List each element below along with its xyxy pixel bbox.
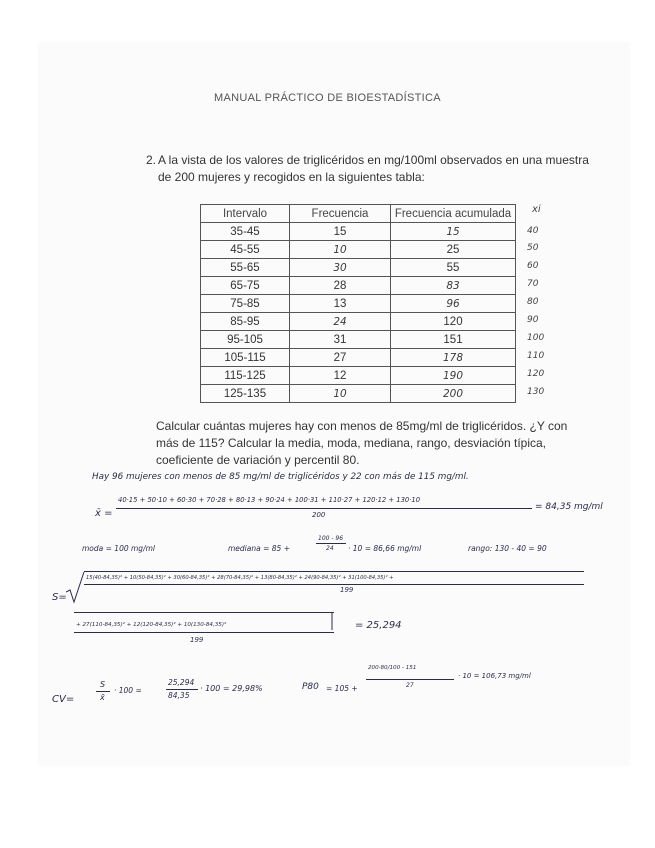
mean-label: x̄ = (95, 508, 113, 519)
mediana-numerator: 100 - 96 (318, 535, 344, 542)
cell-acumulada: 190 (391, 367, 516, 385)
cell-frecuencia: 10 (290, 241, 391, 259)
cv-s: S (100, 680, 106, 689)
cv-fraction-line (96, 691, 110, 692)
mean-numerator: 40·15 + 50·10 + 60·30 + 70·28 + 80·13 + 90·24 + 100·31 + 110·27 + 120·12 + 130·10 (118, 496, 421, 504)
header-frecuencia-acumulada: Frecuencia acumulada (391, 205, 516, 223)
cv-denominator: 84,35 (168, 691, 190, 700)
cv-mid: · 100 = (114, 686, 142, 695)
cell-frecuencia: 31 (290, 331, 391, 349)
cell-intervalo: 35-45 (201, 223, 290, 241)
cell-acumulada: 15 (391, 223, 516, 241)
table-row (201, 241, 516, 259)
sqrt-bar-1 (84, 571, 584, 572)
cell-intervalo: 105-115 (201, 349, 290, 367)
problem-statement (146, 152, 596, 186)
xi-value: 40 (527, 226, 539, 236)
cv-xbar: x̄ (100, 693, 105, 702)
sqrt-close-2 (330, 612, 340, 632)
cell-intervalo: 115-125 (201, 367, 290, 385)
mean-result: = 84,35 mg/ml (535, 502, 603, 512)
s-label: S= (52, 592, 67, 603)
xi-value: 130 (527, 387, 545, 397)
moda-value: moda = 100 mg/ml (82, 544, 155, 553)
xi-value: 60 (527, 261, 539, 271)
mediana-fraction-line (316, 543, 346, 544)
cell-intervalo: 65-75 (201, 277, 290, 295)
problem-number: 2. (146, 153, 157, 167)
s-result: = 25,294 (355, 620, 402, 631)
xi-value: 100 (527, 333, 545, 343)
cell-frecuencia: 10 (290, 385, 391, 403)
sqrt-bar-2 (74, 612, 334, 613)
xi-value: 90 (527, 315, 539, 325)
table-row (201, 295, 516, 313)
mediana-suffix: · 10 = 86,66 mg/ml (348, 544, 422, 553)
page-header: MANUAL PRÁCTICO DE BIOESTADÍSTICA (214, 92, 441, 104)
table-row (201, 367, 516, 385)
table-row (201, 259, 516, 277)
header-frecuencia: Frecuencia (290, 205, 391, 223)
cell-frecuencia: 24 (290, 313, 391, 331)
paper-sheet (38, 42, 630, 766)
cell-frecuencia: 15 (290, 223, 391, 241)
cell-acumulada: 178 (391, 349, 516, 367)
cell-acumulada: 200 (391, 385, 516, 403)
question-text: Calcular cuántas mujeres hay con menos de 85mg/ml de triglicéridos. ¿Y con más de 115? Calcular la media, moda, mediana, rango, desviación típica, coeficiente de variación y percentil 80. (156, 419, 568, 467)
cv-label: CV= (52, 694, 75, 705)
problem-text: A la vista de los valores de triglicéridos en mg/100ml observados en una muestra de 200 mujeres y recogidos en la siguientes tabla: (158, 153, 589, 184)
table-row (201, 385, 516, 403)
cell-intervalo: 45-55 (201, 241, 290, 259)
table-header-row (201, 205, 516, 223)
header-intervalo: Intervalo (201, 205, 290, 223)
mediana-prefix: mediana = 85 + (228, 544, 290, 553)
mean-fraction-line (116, 508, 532, 509)
xi-value: 80 (527, 297, 539, 307)
cell-intervalo: 95-105 (201, 331, 290, 349)
table-row (201, 331, 516, 349)
cell-frecuencia: 30 (290, 259, 391, 277)
cv-numerator: 25,294 (168, 678, 195, 687)
cell-acumulada: 151 (391, 331, 516, 349)
s-numerator-1: 15(40-84,35)² + 10(50-84,35)² + 30(60-84,35)² + 28(70-84,35)² + 13(80-84,35)² + 24(90-84,35)² + 31(100-84,35)² + (86, 575, 394, 581)
xi-value: 120 (527, 369, 545, 379)
s-fraction-line-2 (74, 632, 334, 633)
cell-frecuencia: 28 (290, 277, 391, 295)
s-denominator-1: 199 (340, 586, 354, 594)
cell-intervalo: 125-135 (201, 385, 290, 403)
mean-denominator: 200 (312, 511, 326, 519)
p80-result: · 10 = 106,73 mg/ml (458, 672, 531, 680)
cell-frecuencia: 27 (290, 349, 391, 367)
xi-value: 70 (527, 279, 539, 289)
table-row (201, 223, 516, 241)
table-row (201, 349, 516, 367)
cell-acumulada: 25 (391, 241, 516, 259)
cell-intervalo: 85-95 (201, 313, 290, 331)
cv-result: · 100 = 29,98% (200, 684, 263, 693)
frequency-table (200, 204, 516, 403)
mediana-denominator: 24 (326, 545, 334, 552)
cell-frecuencia: 12 (290, 367, 391, 385)
cell-frecuencia: 13 (290, 295, 391, 313)
cell-acumulada: 120 (391, 313, 516, 331)
rango-value: rango: 130 - 40 = 90 (468, 544, 547, 553)
cell-intervalo: 75-85 (201, 295, 290, 313)
table-row (201, 277, 516, 295)
p80-denominator: 27 (406, 682, 414, 689)
table-row (201, 313, 516, 331)
xi-label: xi (532, 204, 541, 215)
s-denominator-2: 199 (190, 636, 204, 644)
cell-acumulada: 83 (391, 277, 516, 295)
s-fraction-line-1 (84, 584, 584, 585)
cell-acumulada: 55 (391, 259, 516, 277)
p80-prefix: = 105 + (326, 684, 358, 693)
xi-value: 50 (527, 243, 539, 253)
xi-value: 110 (527, 351, 545, 361)
s-numerator-2: + 27(110-84,35)² + 12(120-84,35)² + 10(130-84,35)² (76, 622, 227, 628)
cell-intervalo: 55-65 (201, 259, 290, 277)
sqrt-sign-1 (66, 570, 86, 604)
p80-fraction-line (366, 679, 454, 680)
cv-fraction-line-2 (166, 689, 198, 690)
p80-numerator: 200·80/100 - 151 (368, 665, 417, 671)
p80-label: P80 (302, 682, 319, 692)
cell-acumulada: 96 (391, 295, 516, 313)
answer-count-line: Hay 96 mujeres con menos de 85 mg/ml de triglicéridos y 22 con más de 115 mg/ml. (92, 472, 469, 482)
